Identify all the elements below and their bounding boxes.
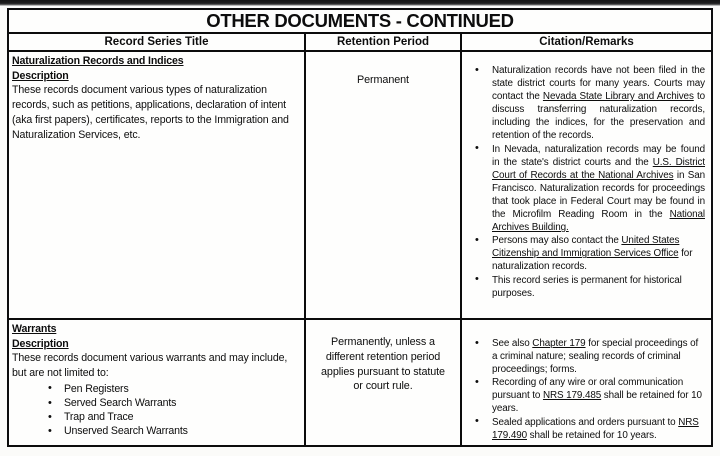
warrant-type-item: • Served Search Warrants <box>12 396 296 410</box>
page-title: OTHER DOCUMENTS - CONTINUED <box>9 10 711 34</box>
retention-cell <box>306 52 462 318</box>
citation-item: • See also Chapter 179 for special proceedings of a criminal nature; sealing records of criminal proceedings; forms. <box>469 337 705 376</box>
retention-value: Permanent <box>357 74 409 86</box>
warrant-type-item: • Unserved Search Warrants <box>12 424 296 438</box>
citation-cell <box>462 52 711 318</box>
citation-cell <box>462 320 711 445</box>
retention-value: Permanently, unless a different retention period applies pursuant to statute or court rule. <box>321 336 445 393</box>
table-row-naturalization <box>9 52 711 320</box>
citation-item: • This record series is permanent for historical purposes. <box>469 274 705 300</box>
citation-item: • Sealed applications and orders pursuant to NRS 179.490 shall be retained for 10 years. <box>469 416 705 442</box>
citation-item: • Naturalization records have not been filed in the state district courts for many years. Courts may contact the Nevada State Library and Archives to discuss transferring naturalization records, including the indices, for the preservation and retention of the records. <box>469 64 705 143</box>
series-cell-naturalization <box>9 52 306 318</box>
citation-list <box>462 64 711 300</box>
series-description: These records document various warrants and may include, but are not limited to: <box>12 352 288 380</box>
table-header-row <box>9 34 711 52</box>
citation-item: • In Nevada, naturalization records may be found in the state's district courts and the U.S. District Court of Records at the National Archives in San Francisco. Naturalization records for proceedings that took place in Federal Court may be found in the Microfilm Reading Room in the National Archives Building. <box>469 143 705 235</box>
column-header-record-series-title: Record Series Title <box>9 34 306 50</box>
column-header-citation-remarks: Citation/Remarks <box>539 36 634 48</box>
table-row-warrants <box>9 320 711 445</box>
series-description: These records document various types of naturalization records, such as petitions, applications, declaration of intent (aka first papers), certificates, reports to the Immigration and Naturalization Services, etc. <box>12 84 289 141</box>
citation-item: • Persons may also contact the United States Citizenship and Immigration Services Office for naturalization records. <box>469 234 705 273</box>
column-header-retention-period: Retention Period <box>306 34 462 50</box>
warrant-type-item: • Pen Registers <box>12 382 296 396</box>
citation-list <box>462 337 711 442</box>
series-title: Naturalization Records and Indices <box>12 55 184 67</box>
warrant-types-list <box>12 382 296 439</box>
series-cell-warrants <box>9 320 306 445</box>
warrant-type-item: • Trap and Trace <box>12 410 296 424</box>
records-retention-table <box>7 8 713 447</box>
citation-item: • Recording of any wire or oral communication pursuant to NRS 179.485 shall be retained for 10 years. <box>469 376 705 415</box>
scan-artifact-top-bar <box>0 0 720 6</box>
description-label: Description <box>12 69 69 82</box>
retention-cell <box>306 320 462 445</box>
series-title: Warrants <box>12 323 57 335</box>
description-label: Description <box>12 337 69 350</box>
